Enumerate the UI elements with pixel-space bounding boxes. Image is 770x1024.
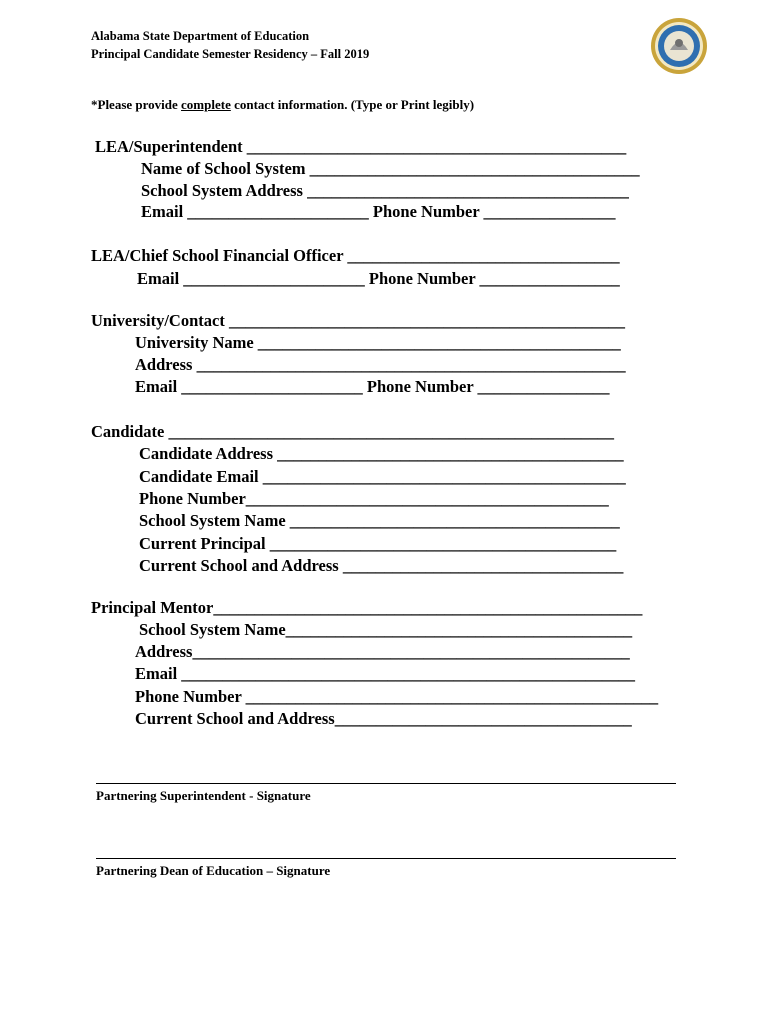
candidate-email-field[interactable]: Candidate Email ____________________________________________ (139, 467, 626, 486)
cfo-email-phone-field[interactable]: Email ______________________ Phone Number _________________ (137, 269, 620, 288)
mentor-school-system-field[interactable]: School System Name__________________________________________ (139, 620, 633, 639)
instructions: *Please provide complete contact information. (Type or Print legibly) (91, 97, 475, 112)
mentor-email-field[interactable]: Email _______________________________________________________ (135, 664, 636, 683)
instructions-emphasis: complete (181, 97, 231, 112)
superintendent-signature-label: Partnering Superintendent - Signature (96, 788, 311, 803)
university-name-field[interactable]: University Name ____________________________________________ (135, 333, 621, 352)
candidate-field[interactable]: Candidate ______________________________________________________ (91, 422, 614, 441)
mentor-current-school-field[interactable]: Current School and Address____________________________________ (135, 709, 632, 728)
superintendent-signature-line[interactable] (96, 783, 676, 784)
mentor-address-field[interactable]: Address_____________________________________________________ (135, 642, 630, 661)
university-address-field[interactable]: Address ____________________________________________________ (135, 355, 626, 374)
university-email-phone-field[interactable]: Email ______________________ Phone Number ________________ (135, 377, 610, 396)
state-seal-icon (650, 17, 708, 75)
candidate-current-school-field[interactable]: Current School and Address __________________________________ (139, 556, 624, 575)
candidate-current-principal-field[interactable]: Current Principal __________________________________________ (139, 534, 617, 553)
dean-signature-line[interactable] (96, 858, 676, 859)
header-program: Principal Candidate Semester Residency – Fall 2019 (91, 47, 370, 61)
candidate-address-field[interactable]: Candidate Address __________________________________________ (139, 444, 624, 463)
candidate-school-system-field[interactable]: School System Name ________________________________________ (139, 511, 620, 530)
school-system-name-field[interactable]: Name of School System ________________________________________ (141, 159, 640, 178)
lea-email-phone-field[interactable]: Email ______________________ Phone Number ________________ (141, 202, 616, 221)
university-contact-field[interactable]: University/Contact ________________________________________________ (91, 311, 625, 330)
header-org: Alabama State Department of Education (91, 29, 310, 43)
principal-mentor-field[interactable]: Principal Mentor____________________________________________________ (91, 598, 643, 617)
dean-signature-label: Partnering Dean of Education – Signature (96, 863, 331, 878)
candidate-phone-field[interactable]: Phone Number____________________________________________ (139, 489, 609, 508)
mentor-phone-field[interactable]: Phone Number __________________________________________________ (135, 687, 659, 706)
lea-superintendent-field[interactable]: LEA/Superintendent ______________________________________________ (95, 137, 627, 156)
cfo-field[interactable]: LEA/Chief School Financial Officer _________________________________ (91, 246, 620, 265)
school-system-address-field[interactable]: School System Address _______________________________________ (141, 181, 629, 200)
